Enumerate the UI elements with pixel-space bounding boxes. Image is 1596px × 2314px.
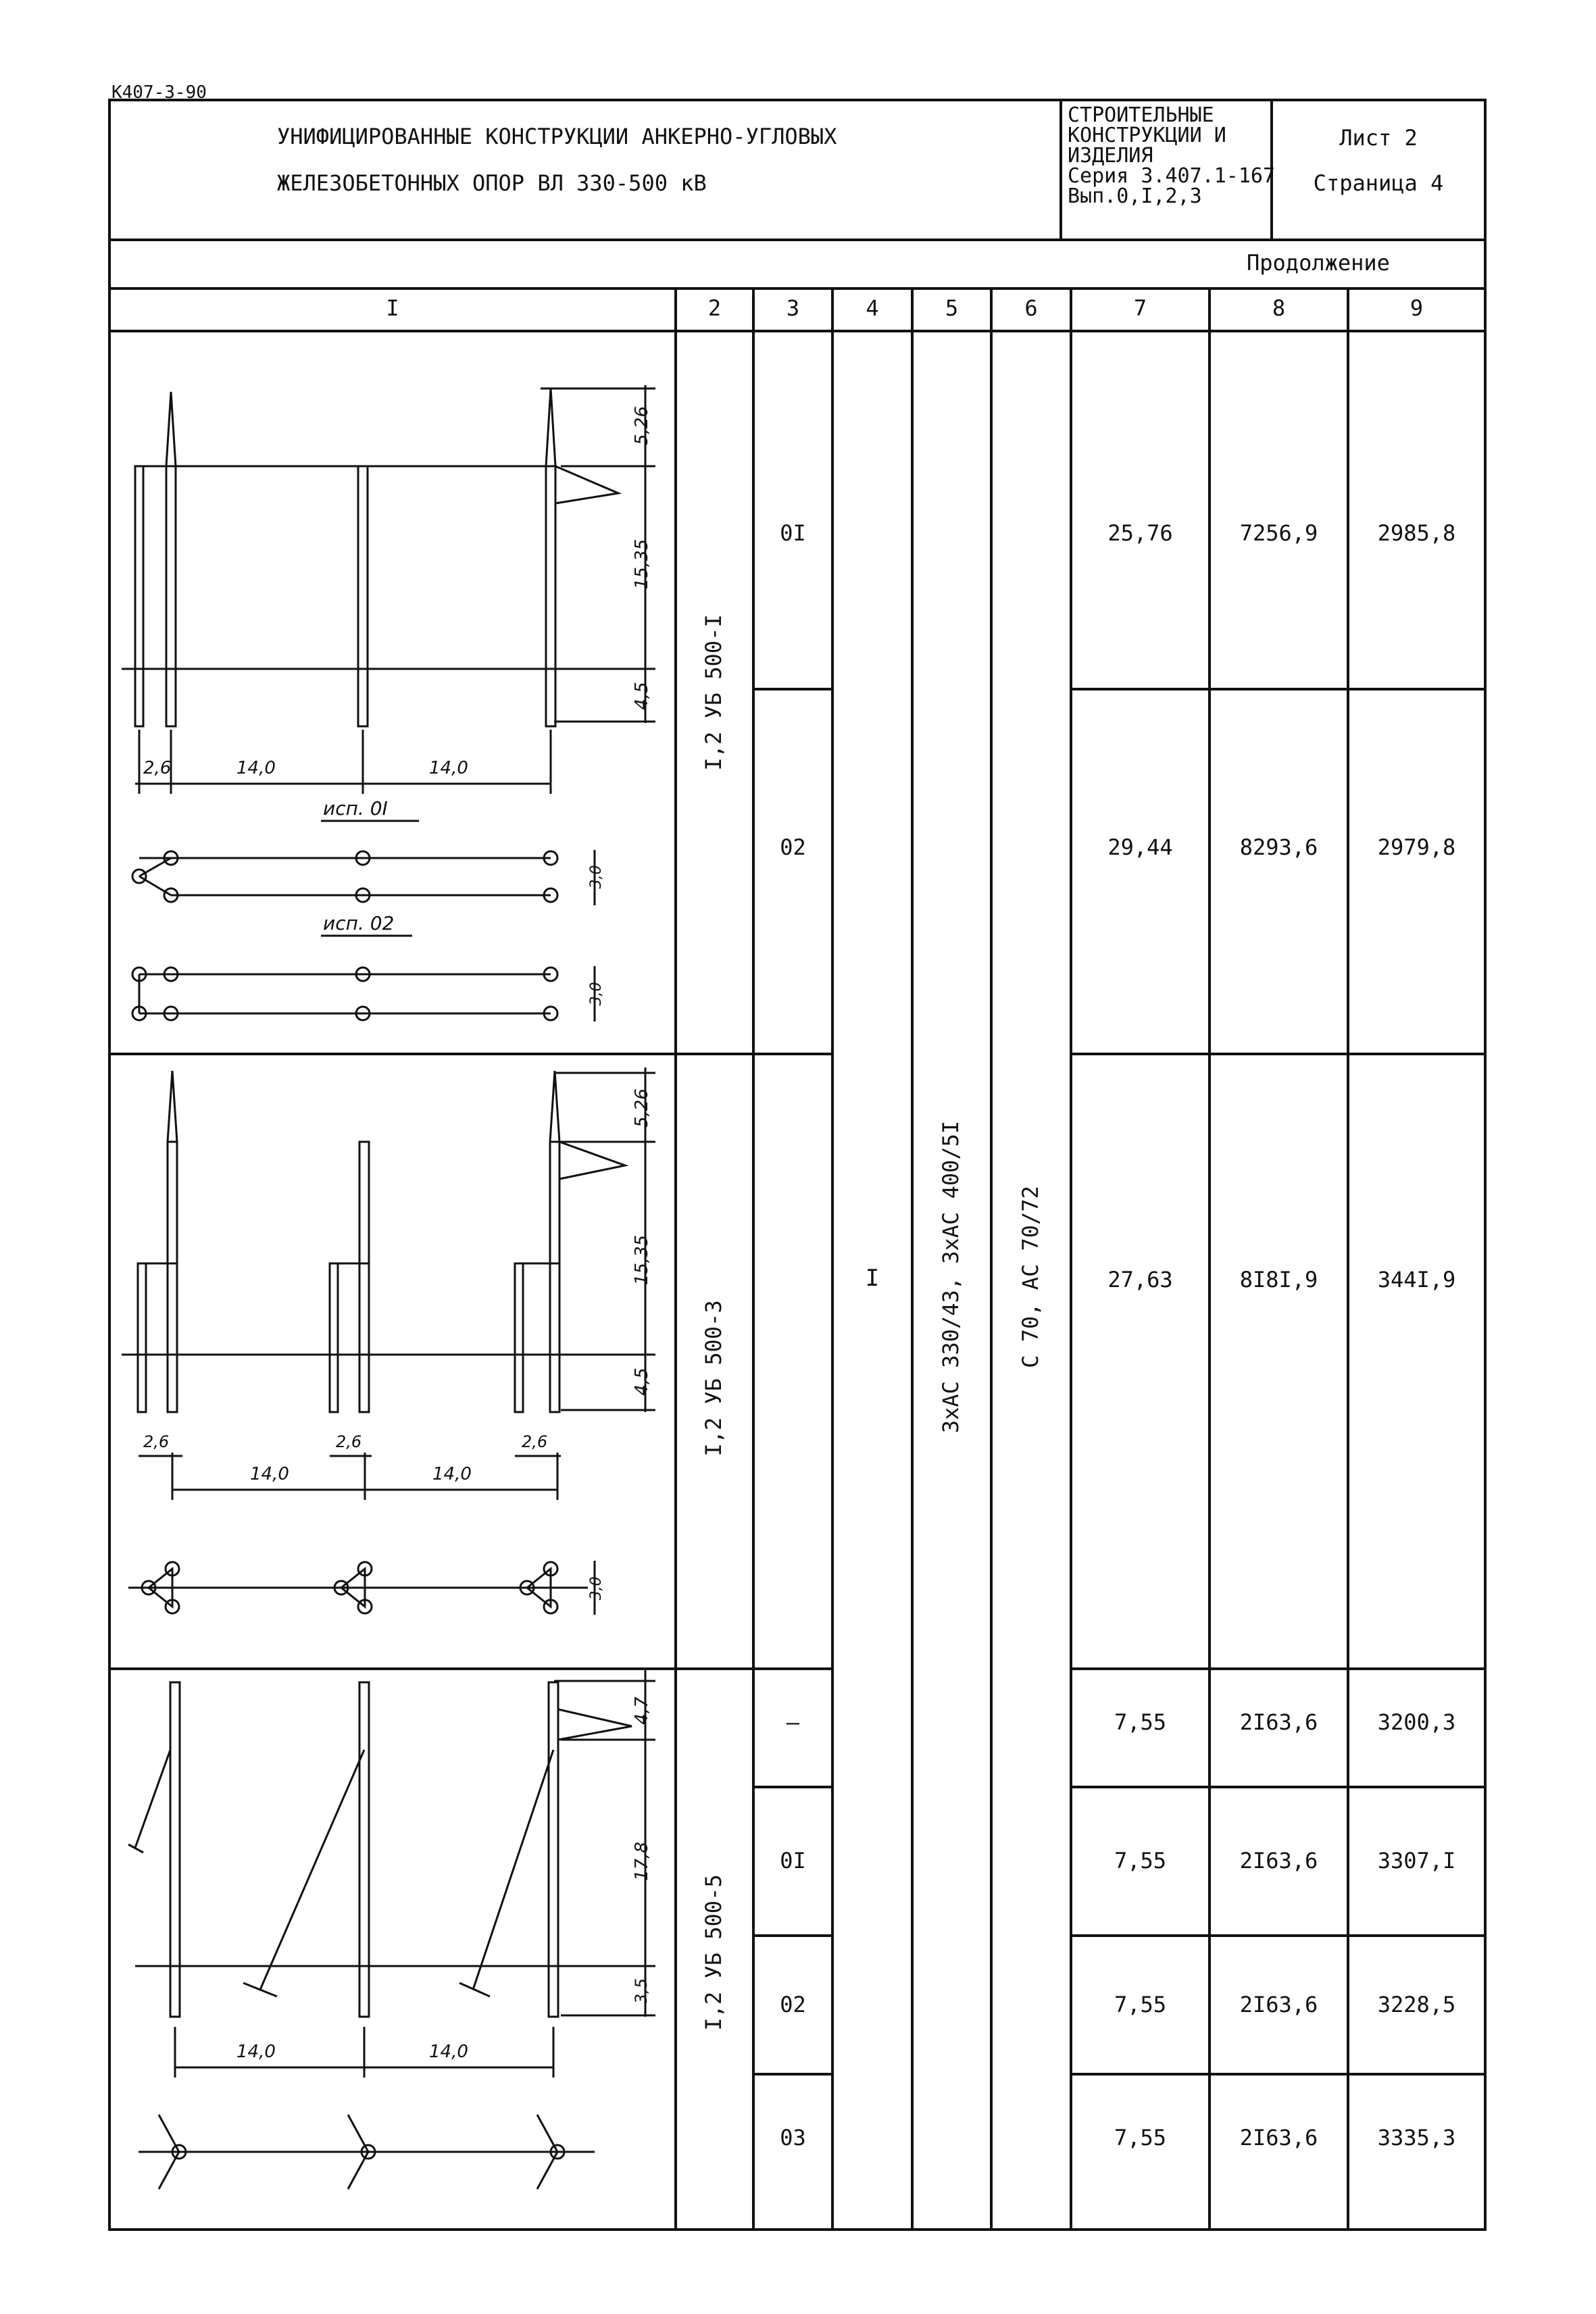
title-line-1: УНИФИЦИРОВАННЫЕ КОНСТРУКЦИИ АНКЕРНО-УГЛОВЫХ bbox=[277, 124, 837, 149]
dim-label: 15,35 bbox=[632, 1234, 652, 1286]
g3-r1-c8: 2I63,6 bbox=[1239, 1709, 1318, 1735]
dim-label: 5,26 bbox=[632, 406, 652, 445]
dim-label: 15,35 bbox=[632, 538, 652, 590]
sheet-label: Лист 2 bbox=[1339, 125, 1418, 151]
series-l3: ИЗДЕЛИЯ bbox=[1068, 144, 1153, 168]
doc-code: К407-3-90 bbox=[111, 82, 207, 103]
g3-r4-c8: 2I63,6 bbox=[1239, 2125, 1318, 2150]
dim-label: 5,26 bbox=[632, 1088, 652, 1128]
page-label: Страница 4 bbox=[1313, 170, 1444, 196]
dim-label: 4,5 bbox=[632, 1367, 652, 1396]
variant-g1-r2: 02 bbox=[780, 834, 806, 860]
series-l5: Вып.0,I,2,3 bbox=[1068, 184, 1202, 208]
col-header-3: 3 bbox=[786, 295, 800, 321]
col-header-7: 7 bbox=[1133, 295, 1147, 321]
col-header-8: 8 bbox=[1272, 295, 1286, 321]
g1-r1-c9: 2985,8 bbox=[1377, 520, 1456, 546]
dim-label: 14,0 bbox=[236, 758, 276, 778]
col-header-4: 4 bbox=[866, 295, 879, 321]
mark-ub500-3: I,2 УБ 500-3 bbox=[701, 1300, 726, 1457]
col-header-1: I bbox=[386, 295, 399, 321]
g3-r4-c7: 7,55 bbox=[1114, 2125, 1167, 2150]
dim-label: 2,6 bbox=[522, 1432, 548, 1451]
g3-r1-c9: 3200,3 bbox=[1377, 1709, 1456, 1735]
col-header-6: 6 bbox=[1024, 295, 1038, 321]
dim-label: 2,6 bbox=[143, 1432, 170, 1451]
variant-g3-r1: — bbox=[786, 1709, 800, 1735]
sketch-ub500-3 bbox=[122, 1067, 655, 1615]
g2-r1-c9: 344I,9 bbox=[1377, 1267, 1456, 1292]
g3-r4-c9: 3335,3 bbox=[1377, 2125, 1456, 2150]
variant-g3-r3: 02 bbox=[780, 1992, 806, 2017]
g1-r2-c9: 2979,8 bbox=[1377, 834, 1456, 860]
mark-ub500-5: I,2 УБ 500-5 bbox=[701, 1874, 726, 2031]
dim-label: 14,0 bbox=[429, 2042, 468, 2062]
dim-label: 3,5 bbox=[632, 1978, 651, 2005]
col-header-9: 9 bbox=[1410, 295, 1424, 321]
dim-label: 4,7 bbox=[632, 1696, 652, 1725]
g3-r2-c9: 3307,I bbox=[1377, 1848, 1456, 1873]
continuation-label: Продолжение bbox=[1247, 250, 1390, 276]
g3-r3-c7: 7,55 bbox=[1114, 1992, 1167, 2017]
series-l2: КОНСТРУКЦИИ И bbox=[1068, 124, 1226, 147]
g3-r1-c7: 7,55 bbox=[1114, 1709, 1167, 1735]
merged-col5: 3хАС 330/43, 3хАС 400/5I bbox=[938, 1120, 964, 1434]
dim-label: 4,5 bbox=[632, 682, 652, 710]
mark-ub500-1: I,2 УБ 500-I bbox=[701, 614, 726, 771]
series-l1: СТРОИТЕЛЬНЫЕ bbox=[1068, 103, 1214, 127]
dim-label: 2,6 bbox=[143, 758, 172, 778]
dim-label: 2,6 bbox=[336, 1432, 362, 1451]
g1-r1-c7: 25,76 bbox=[1107, 520, 1173, 546]
dim-label: 3,0 bbox=[588, 865, 605, 889]
dim-label: 14,0 bbox=[250, 1464, 289, 1484]
g3-r2-c8: 2I63,6 bbox=[1239, 1848, 1318, 1873]
g3-r3-c8: 2I63,6 bbox=[1239, 1992, 1318, 2017]
dim-label: 14,0 bbox=[432, 1464, 472, 1484]
merged-col6: С 70, АС 70/72 bbox=[1018, 1186, 1043, 1368]
merged-col4: I bbox=[865, 1265, 880, 1292]
plan-label-isp01: исп. 0I bbox=[323, 797, 388, 820]
dim-label: 17,8 bbox=[632, 1842, 652, 1881]
dim-label: 14,0 bbox=[236, 2042, 276, 2062]
variant-g1-r1: 0I bbox=[780, 520, 806, 546]
g2-r1-c8: 8I8I,9 bbox=[1239, 1267, 1318, 1292]
title-line-2: ЖЕЛЕЗОБЕТОННЫХ ОПОР ВЛ 330-500 кВ bbox=[277, 170, 707, 196]
g2-r1-c7: 27,63 bbox=[1107, 1267, 1173, 1292]
variant-g3-r4: 03 bbox=[780, 2125, 806, 2150]
col-header-5: 5 bbox=[945, 295, 959, 321]
plan-label-isp02: исп. 02 bbox=[323, 912, 395, 934]
col-header-2: 2 bbox=[707, 295, 722, 321]
dim-label: 3,0 bbox=[588, 982, 605, 1006]
g1-r1-c8: 7256,9 bbox=[1239, 520, 1318, 546]
variant-g3-r2: 0I bbox=[780, 1848, 806, 1873]
series-l4: Серия 3.407.1-167 bbox=[1068, 164, 1276, 188]
g3-r2-c7: 7,55 bbox=[1114, 1848, 1167, 1873]
sketch-ub500-5 bbox=[128, 1669, 655, 2189]
dim-label: 3,0 bbox=[588, 1576, 605, 1601]
g1-r2-c7: 29,44 bbox=[1107, 834, 1173, 860]
g1-r2-c8: 8293,6 bbox=[1239, 834, 1318, 860]
g3-r3-c9: 3228,5 bbox=[1377, 1992, 1456, 2017]
dim-label: 14,0 bbox=[429, 758, 468, 778]
